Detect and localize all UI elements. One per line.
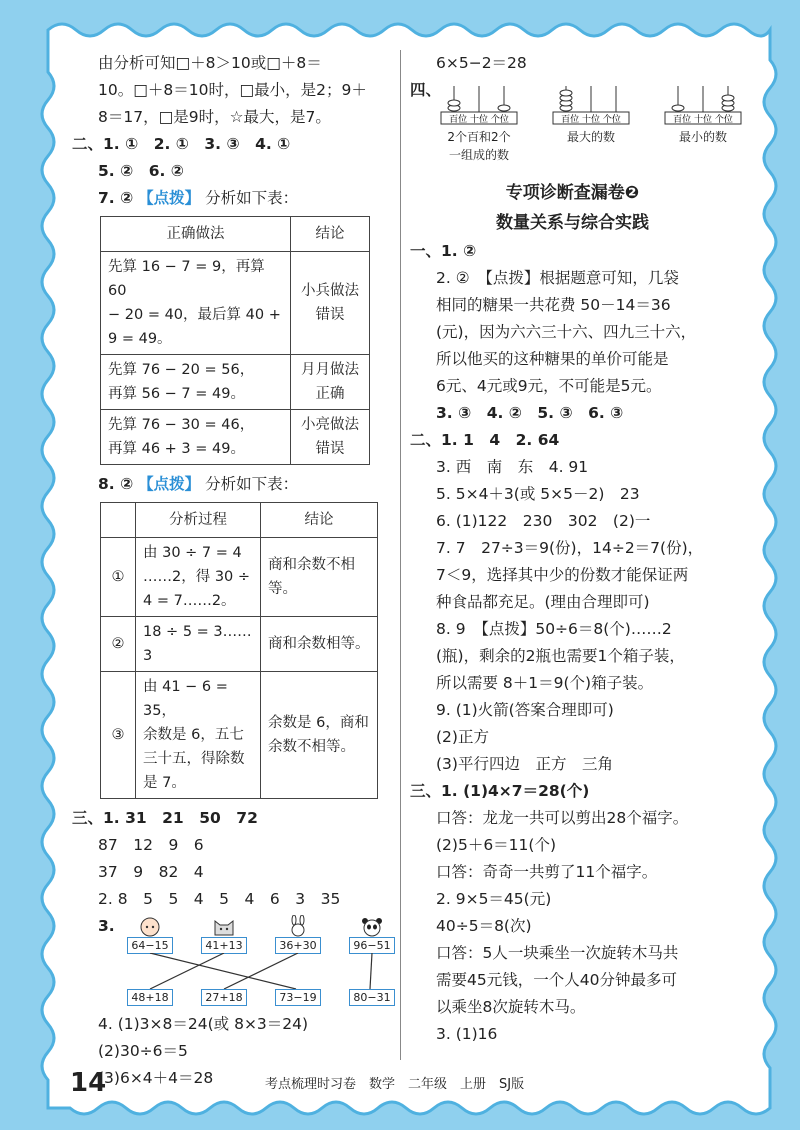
match-top-item — [266, 915, 330, 954]
expression-card: 80−31 — [349, 989, 394, 1006]
baby-face-icon — [135, 915, 165, 937]
match-bottom-item — [266, 989, 330, 1006]
question-4-line: (2)30÷6＝5 — [98, 1042, 188, 1060]
expression-card: 36+30 — [275, 937, 320, 954]
abacus-label: 百位 十位 个位 — [449, 115, 509, 125]
text-line: 7. 7 27÷3＝9(份)，14÷2＝7(份)， — [436, 539, 704, 557]
cell-line: 错误 — [315, 441, 345, 457]
text-line: 40÷5＝8(次) — [436, 917, 532, 935]
row-id: ② — [101, 617, 136, 672]
cell-line: 9 = 49。 — [108, 331, 172, 347]
match-top-item — [192, 915, 256, 954]
abacus-caption: 最小的数 — [678, 130, 727, 144]
abacus-label: 百位 十位 个位 — [561, 115, 621, 125]
table-header — [101, 503, 136, 538]
abacus-caption: 最大的数 — [566, 130, 615, 144]
matching-lines — [118, 953, 414, 989]
cell-line: 小兵做法 — [301, 283, 359, 299]
text-line: 5. 5×4＋3(或 5×5－2) 23 — [436, 485, 640, 503]
abacus-icon — [440, 82, 518, 126]
abacus-label: 百位 十位 个位 — [673, 115, 733, 125]
cell-line: 月月做法 — [301, 362, 359, 378]
abacus-figure — [552, 82, 630, 164]
question-4-line: 4. (1)3×8＝24(或 8×3＝24) — [98, 1015, 309, 1033]
match-bottom-item — [340, 989, 404, 1006]
expression-card: 73−19 — [275, 989, 320, 1006]
text-line: 以乘坐8次旋转木马。 — [436, 998, 586, 1016]
text-line: 9. (1)火箭(答案合理即可) — [436, 701, 614, 719]
cat-face-icon — [209, 915, 239, 937]
table-header: 正确做法 — [101, 217, 291, 252]
panda-face-icon — [357, 915, 387, 937]
cell-line: 小亮做法 — [301, 417, 359, 433]
cell-line: 正确 — [315, 386, 345, 402]
expression-card: 41+13 — [201, 937, 246, 954]
text-line: 3. (1)16 — [436, 1025, 498, 1043]
text-line: 7＜9，选择其中少的份数才能保证两 — [436, 566, 689, 584]
text-line: 三、1. (1)4×7＝28(个) — [410, 782, 590, 800]
match-bottom-item — [192, 989, 256, 1006]
abacus-figures — [440, 82, 755, 164]
cell-line: 先算 76 − 20 = 56， — [108, 362, 255, 378]
text-line: (2)正方 — [436, 728, 489, 746]
question-4-line: (3)6×4＋4＝28 — [98, 1069, 214, 1087]
section-3-line: 2. 8 5 5 4 5 4 6 3 35 — [98, 890, 341, 908]
table-row — [101, 672, 378, 799]
expression-card: 96−51 — [349, 937, 394, 954]
page-footer — [0, 1068, 800, 1098]
table-row — [101, 410, 370, 465]
text-line: 6×5−2＝28 — [436, 54, 527, 72]
text-line: 10。□＋8＝10时，□最小，是2；9＋ — [98, 81, 367, 99]
table-intro: 分析如下表： — [205, 189, 299, 207]
table-row — [101, 538, 378, 617]
cell-line: 余数不相等。 — [268, 739, 355, 755]
section-title: 专项诊断查漏卷❷ — [505, 183, 640, 203]
text-line: 6. (1)122 230 302 (2)一 — [436, 512, 651, 530]
abacus-figure — [440, 82, 518, 164]
question-8 — [72, 471, 392, 498]
cell-line: 余数是 6，五七 — [143, 727, 244, 743]
page-number: 14 — [70, 1068, 107, 1098]
cell-line: 再算 46 + 3 = 49。 — [108, 441, 245, 457]
section-2-answers-line2: 5. ② 6. ② — [98, 162, 184, 180]
text-line: 由分析可知□＋8＞10或□＋8＝ — [98, 54, 322, 72]
cell-line: 错误 — [315, 307, 345, 323]
table-header: 结论 — [261, 503, 378, 538]
match-bottom-item — [118, 989, 182, 1006]
section-3-line: 三、1. 31 21 50 72 — [72, 809, 258, 827]
text-line: 2. 9×5＝45(元) — [436, 890, 552, 908]
section-2-answers: 二、1. ① 2. ① 3. ③ 4. ① — [72, 135, 291, 153]
section-3-line: 37 9 82 4 — [98, 863, 204, 881]
text-line: 相同的糖果一共花费 50－14＝36 — [436, 296, 671, 314]
abacus-icon — [552, 82, 630, 126]
cell-line: 等。 — [268, 581, 297, 597]
matching-question — [72, 913, 392, 1011]
table-header: 结论 — [291, 217, 370, 252]
question-7 — [72, 185, 392, 212]
expression-card: 48+18 — [127, 989, 172, 1006]
text-line: 一、1. ② — [410, 242, 477, 260]
cell-line: 由 30 ÷ 7 = 4 — [143, 545, 242, 561]
analysis-table-1 — [100, 216, 370, 465]
left-column — [72, 50, 392, 1092]
text-line: (瓶)，剩余的2瓶也需要1个箱子装， — [436, 647, 685, 665]
abacus-figure — [664, 82, 742, 164]
match-top-item — [340, 915, 404, 954]
match-top-row — [118, 915, 414, 954]
table-row — [101, 617, 378, 672]
table-row — [101, 355, 370, 410]
row-id: ③ — [101, 672, 136, 799]
text-line: 2. ② 【点拨】根据题意可知，几袋 — [436, 269, 679, 287]
expression-card: 27+18 — [201, 989, 246, 1006]
text-line: 3. ③ 4. ② 5. ③ 6. ③ — [436, 404, 624, 422]
text-line: 需要45元钱，一个人40分钟最多可 — [436, 971, 677, 989]
match-bottom-row — [118, 989, 414, 1006]
cell-line: ……2，得 30 ÷ — [143, 569, 251, 585]
text-line: 所以需要 8＋1＝9(个)箱子装。 — [436, 674, 654, 692]
section-4-label: 四、 — [410, 81, 442, 99]
cell-line: − 20 = 40，最后算 40 + — [108, 307, 281, 323]
abacus-icon — [664, 82, 742, 126]
question-number: 7. ② — [98, 189, 134, 207]
question-number: 8. ② — [98, 475, 134, 493]
continuation-text — [72, 50, 392, 131]
text-line: 种食品都充足。(理由合理即可) — [436, 593, 650, 611]
text-line: 二、1. 1 4 2. 64 — [410, 431, 560, 449]
section-3-line: 87 12 9 6 — [98, 836, 204, 854]
cell-line: 商和余数不相 — [268, 557, 355, 573]
cell-line: 是 7。 — [143, 775, 186, 791]
text-line: 口答：龙龙一共可以剪出28个福字。 — [436, 809, 689, 827]
text-line: 口答：5人一块乘坐一次旋转木马共 — [436, 944, 679, 962]
table-intro: 分析如下表： — [205, 475, 299, 493]
text-line: (元)，因为六六三十六、四九三十六， — [436, 323, 697, 341]
hint-tag: 【点拨】 — [138, 475, 201, 493]
text-line: (2)5＋6＝11(个) — [436, 836, 556, 854]
expression-card: 64−15 — [127, 937, 172, 954]
text-line: 所以他买的这种糖果的单价可能是 — [436, 350, 669, 368]
text-line: (3)平行四边 正方 三角 — [436, 755, 613, 773]
row-id: ① — [101, 538, 136, 617]
table-row — [101, 252, 370, 355]
hint-tag: 【点拨】 — [138, 189, 201, 207]
cell-line: 先算 76 − 30 = 46， — [108, 417, 255, 433]
abacus-caption: 2个百和2个 一组成的数 — [447, 130, 511, 162]
cell-line: 再算 56 − 7 = 49。 — [108, 386, 245, 402]
analysis-table-2 — [100, 502, 378, 799]
section-subtitle: 数量关系与综合实践 — [496, 213, 649, 233]
cell-line: 4 = 7……2。 — [143, 593, 236, 609]
question-number: 3. — [98, 917, 115, 935]
rabbit-face-icon — [283, 915, 313, 937]
book-title: 考点梳理时习卷 数学 二年级 上册 SJ版 — [265, 1077, 525, 1092]
right-column — [410, 50, 755, 1048]
text-line: 3. 西 南 东 4. 91 — [436, 458, 589, 476]
cell-line: 由 41 − 6 = 35， — [143, 679, 228, 719]
text-line: 8＝17，□是9时，☆最大，是7。 — [98, 108, 331, 126]
text-line: 口答：奇奇一共剪了11个福字。 — [436, 863, 658, 881]
cell-line: 三十五，得除数 — [143, 751, 245, 767]
text-line: 6元、4元或9元，不可能是5元。 — [436, 377, 662, 395]
text-line: 8. 9 【点拨】50÷6＝8(个)……2 — [436, 620, 672, 638]
table-header: 分析过程 — [136, 503, 261, 538]
cell-line: 18 ÷ 5 = 3……3 — [136, 617, 261, 672]
match-top-item — [118, 915, 182, 954]
cell-line: 先算 16 − 7 = 9，再算 60 — [108, 259, 265, 299]
cell-line: 余数是 6，商和 — [268, 715, 369, 731]
cell-line: 商和余数相等。 — [261, 617, 378, 672]
